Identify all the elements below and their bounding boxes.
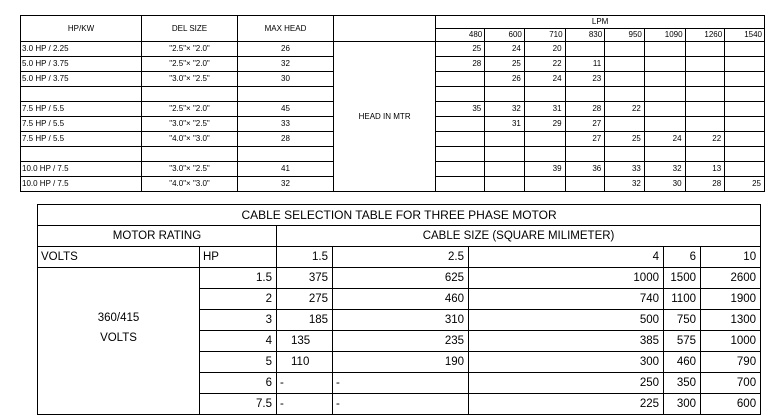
motor-rating-header: MOTOR RATING	[38, 226, 277, 247]
cable-value-cell: 250	[469, 373, 664, 394]
cable-value-cell: 500	[469, 310, 664, 331]
lpm-head-cell: 35	[436, 102, 485, 117]
lpm-head-cell: 30	[644, 177, 685, 192]
head-blank-header	[333, 16, 435, 29]
lpm-value: 1090	[644, 29, 685, 42]
cable-value-cell: 600	[701, 394, 761, 415]
hp-kw-header: HP/KW	[21, 16, 142, 42]
cable-value-cell: -	[277, 373, 333, 394]
lpm-value: 1540	[725, 29, 765, 42]
cable-value-cell: -	[333, 394, 469, 415]
max-head-cell: 30	[238, 72, 334, 87]
pump-performance-table	[20, 15, 765, 192]
lpm-head-cell	[605, 57, 645, 72]
cable-value-cell: 575	[664, 331, 701, 352]
lpm-value: 710	[524, 29, 565, 42]
lpm-head-cell	[436, 177, 485, 192]
lpm-head-cell: 28	[436, 57, 485, 72]
lpm-value: 1260	[685, 29, 725, 42]
hp-cell: 6	[200, 373, 277, 394]
cable-value-cell: 275	[277, 289, 333, 310]
del-size-header: DEL SIZE	[142, 16, 238, 42]
voltage-cell	[38, 268, 200, 415]
lpm-head-cell: 20	[524, 42, 565, 57]
voltage-line: 360/415	[97, 312, 140, 324]
cable-value-cell: 740	[469, 289, 664, 310]
lpm-head-cell: 11	[565, 57, 605, 72]
lpm-head-cell	[725, 117, 765, 132]
cable-size-header: CABLE SIZE (SQUARE MILIMETER)	[277, 226, 761, 247]
lpm-head-cell	[644, 117, 685, 132]
lpm-head-cell: 33	[605, 162, 645, 177]
lpm-head-cell	[644, 72, 685, 87]
hp-kw-cell: 10.0 HP / 7.5	[21, 177, 142, 192]
cable-value-cell: 1300	[701, 310, 761, 331]
head-in-mtr-label: HEAD IN MTR	[333, 42, 435, 192]
del-size-cell: "2.5"× "2.0"	[142, 102, 238, 117]
hp-cell: 5	[200, 352, 277, 373]
lpm-head-cell: 24	[485, 42, 525, 57]
cable-value-cell: 1000	[701, 331, 761, 352]
del-size-cell: "4.0"× "3.0"	[142, 132, 238, 147]
hp-header: HP	[200, 247, 277, 268]
hp-cell: 4	[200, 331, 277, 352]
cable-value-cell: 700	[701, 373, 761, 394]
cable-value-cell: 1500	[664, 268, 701, 289]
lpm-head-cell	[436, 162, 485, 177]
lpm-head-cell: 22	[605, 102, 645, 117]
cable-size-header-cell: 6	[664, 247, 701, 268]
lpm-head-cell	[685, 102, 725, 117]
cable-value-cell: 375	[277, 268, 333, 289]
voltage-line: VOLTS	[100, 332, 137, 344]
lpm-head-cell: 28	[685, 177, 725, 192]
cable-value-cell: 310	[333, 310, 469, 331]
lpm-head-cell	[485, 87, 525, 102]
lpm-head-cell	[725, 42, 765, 57]
hp-kw-cell: 7.5 HP / 5.5	[21, 117, 142, 132]
lpm-head-cell	[565, 147, 605, 162]
lpm-head-cell: 25	[485, 57, 525, 72]
lpm-head-cell	[685, 87, 725, 102]
lpm-head-cell	[725, 132, 765, 147]
lpm-head-cell: 39	[524, 162, 565, 177]
del-size-cell: "3.0"× "2.5"	[142, 117, 238, 132]
hp-cell: 7.5	[200, 394, 277, 415]
cable-value-cell: 350	[664, 373, 701, 394]
head-blank-subheader	[333, 29, 435, 42]
cable-table-title: CABLE SELECTION TABLE FOR THREE PHASE MOTOR	[38, 205, 761, 226]
cable-value-cell: 750	[664, 310, 701, 331]
max-head-cell: 45	[238, 102, 334, 117]
cable-value-cell: 1100	[664, 289, 701, 310]
lpm-head-cell: 36	[565, 162, 605, 177]
cable-size-header-cell: 4	[469, 247, 664, 268]
lpm-value: 950	[605, 29, 645, 42]
lpm-head-cell	[605, 117, 645, 132]
cable-size-header-cell: 10	[701, 247, 761, 268]
lpm-head-cell	[725, 162, 765, 177]
del-size-cell: "4.0"× "3.0"	[142, 177, 238, 192]
lpm-head-cell: 29	[524, 117, 565, 132]
hp-cell: 1.5	[200, 268, 277, 289]
cable-selection-table	[37, 204, 761, 415]
cable-value-cell: 1000	[469, 268, 664, 289]
lpm-head-cell	[685, 42, 725, 57]
lpm-head-cell: 32	[644, 162, 685, 177]
lpm-head-cell	[524, 147, 565, 162]
lpm-head-cell	[485, 177, 525, 192]
lpm-head-cell	[565, 42, 605, 57]
lpm-head-cell	[605, 87, 645, 102]
lpm-head-cell: 32	[605, 177, 645, 192]
max-head-cell	[238, 147, 334, 162]
lpm-head-cell	[605, 42, 645, 57]
cable-value-cell: 300	[469, 352, 664, 373]
lpm-head-cell	[565, 177, 605, 192]
hp-cell: 3	[200, 310, 277, 331]
cable-value-cell: -	[333, 373, 469, 394]
lpm-head-cell	[436, 147, 485, 162]
pump-header-row	[21, 16, 765, 29]
lpm-value: 830	[565, 29, 605, 42]
cable-value-cell: 300	[664, 394, 701, 415]
cable-value-cell: 135	[277, 331, 333, 352]
lpm-value: 600	[485, 29, 525, 42]
lpm-header: LPM	[436, 16, 765, 29]
hp-kw-cell: 10.0 HP / 7.5	[21, 162, 142, 177]
max-head-cell: 28	[238, 132, 334, 147]
lpm-head-cell	[725, 147, 765, 162]
cable-value-cell: 235	[333, 331, 469, 352]
lpm-head-cell: 27	[565, 132, 605, 147]
lpm-head-cell	[605, 147, 645, 162]
lpm-head-cell	[644, 102, 685, 117]
lpm-head-cell: 24	[524, 72, 565, 87]
cable-value-cell: 385	[469, 331, 664, 352]
lpm-head-cell	[644, 147, 685, 162]
lpm-head-cell: 25	[725, 177, 765, 192]
lpm-head-cell: 13	[685, 162, 725, 177]
volts-header: VOLTS	[38, 247, 200, 268]
del-size-cell	[142, 147, 238, 162]
lpm-head-cell: 23	[565, 72, 605, 87]
cable-size-header-cell: 1.5	[277, 247, 333, 268]
lpm-head-cell	[644, 42, 685, 57]
lpm-head-cell: 27	[565, 117, 605, 132]
max-head-cell	[238, 87, 334, 102]
del-size-cell: "3.0"× "2.5"	[142, 72, 238, 87]
lpm-head-cell	[605, 72, 645, 87]
lpm-head-cell	[485, 132, 525, 147]
lpm-head-cell	[436, 72, 485, 87]
del-size-cell: "2.5"× "2.0"	[142, 57, 238, 72]
max-head-header: MAX HEAD	[238, 16, 334, 42]
lpm-head-cell	[725, 102, 765, 117]
lpm-head-cell: 22	[524, 57, 565, 72]
hp-kw-cell: 5.0 HP / 3.75	[21, 72, 142, 87]
lpm-head-cell	[644, 87, 685, 102]
cable-title-row	[38, 205, 761, 226]
cable-value-cell: -	[277, 394, 333, 415]
cable-group-header-row	[38, 226, 761, 247]
lpm-value: 480	[436, 29, 485, 42]
lpm-head-cell	[524, 87, 565, 102]
hp-kw-cell: 5.0 HP / 3.75	[21, 57, 142, 72]
lpm-head-cell	[565, 87, 605, 102]
lpm-head-cell: 31	[524, 102, 565, 117]
cable-column-header-row	[38, 247, 761, 268]
lpm-head-cell	[725, 87, 765, 102]
cable-value-cell: 1900	[701, 289, 761, 310]
lpm-head-cell	[436, 117, 485, 132]
hp-kw-cell: 3.0 HP / 2.25	[21, 42, 142, 57]
lpm-head-cell	[644, 57, 685, 72]
voltage-label	[38, 268, 199, 348]
cable-value-cell: 625	[333, 268, 469, 289]
pump-row	[21, 42, 765, 57]
max-head-cell: 26	[238, 42, 334, 57]
hp-kw-cell: 7.5 HP / 5.5	[21, 132, 142, 147]
lpm-head-cell	[524, 177, 565, 192]
cable-value-cell: 110	[277, 352, 333, 373]
lpm-head-cell	[436, 132, 485, 147]
cable-value-cell: 460	[333, 289, 469, 310]
max-head-cell: 32	[238, 177, 334, 192]
lpm-head-cell	[436, 87, 485, 102]
lpm-head-cell	[685, 117, 725, 132]
lpm-head-cell: 28	[565, 102, 605, 117]
lpm-head-cell: 22	[685, 132, 725, 147]
lpm-head-cell	[725, 72, 765, 87]
max-head-cell: 41	[238, 162, 334, 177]
lpm-head-cell: 32	[485, 102, 525, 117]
del-size-cell: "2.5"× "2.0"	[142, 42, 238, 57]
cable-value-cell: 190	[333, 352, 469, 373]
lpm-head-cell: 24	[644, 132, 685, 147]
cable-value-cell: 225	[469, 394, 664, 415]
max-head-cell: 33	[238, 117, 334, 132]
lpm-head-cell: 25	[436, 42, 485, 57]
hp-kw-cell	[21, 147, 142, 162]
lpm-head-cell: 31	[485, 117, 525, 132]
cable-value-cell: 790	[701, 352, 761, 373]
cable-value-cell: 185	[277, 310, 333, 331]
lpm-head-cell	[485, 162, 525, 177]
hp-kw-cell	[21, 87, 142, 102]
del-size-cell	[142, 87, 238, 102]
hp-kw-cell: 7.5 HP / 5.5	[21, 102, 142, 117]
del-size-cell: "3.0"× "2.5"	[142, 162, 238, 177]
hp-cell: 2	[200, 289, 277, 310]
cable-value-cell: 460	[664, 352, 701, 373]
cable-value-cell: 2600	[701, 268, 761, 289]
lpm-head-cell: 26	[485, 72, 525, 87]
cable-size-header-cell: 2.5	[333, 247, 469, 268]
max-head-cell: 32	[238, 57, 334, 72]
lpm-head-cell: 25	[605, 132, 645, 147]
lpm-head-cell	[685, 57, 725, 72]
lpm-head-cell	[485, 147, 525, 162]
cable-row	[38, 268, 761, 289]
lpm-head-cell	[524, 132, 565, 147]
lpm-head-cell	[685, 147, 725, 162]
lpm-head-cell	[725, 57, 765, 72]
lpm-head-cell	[685, 72, 725, 87]
